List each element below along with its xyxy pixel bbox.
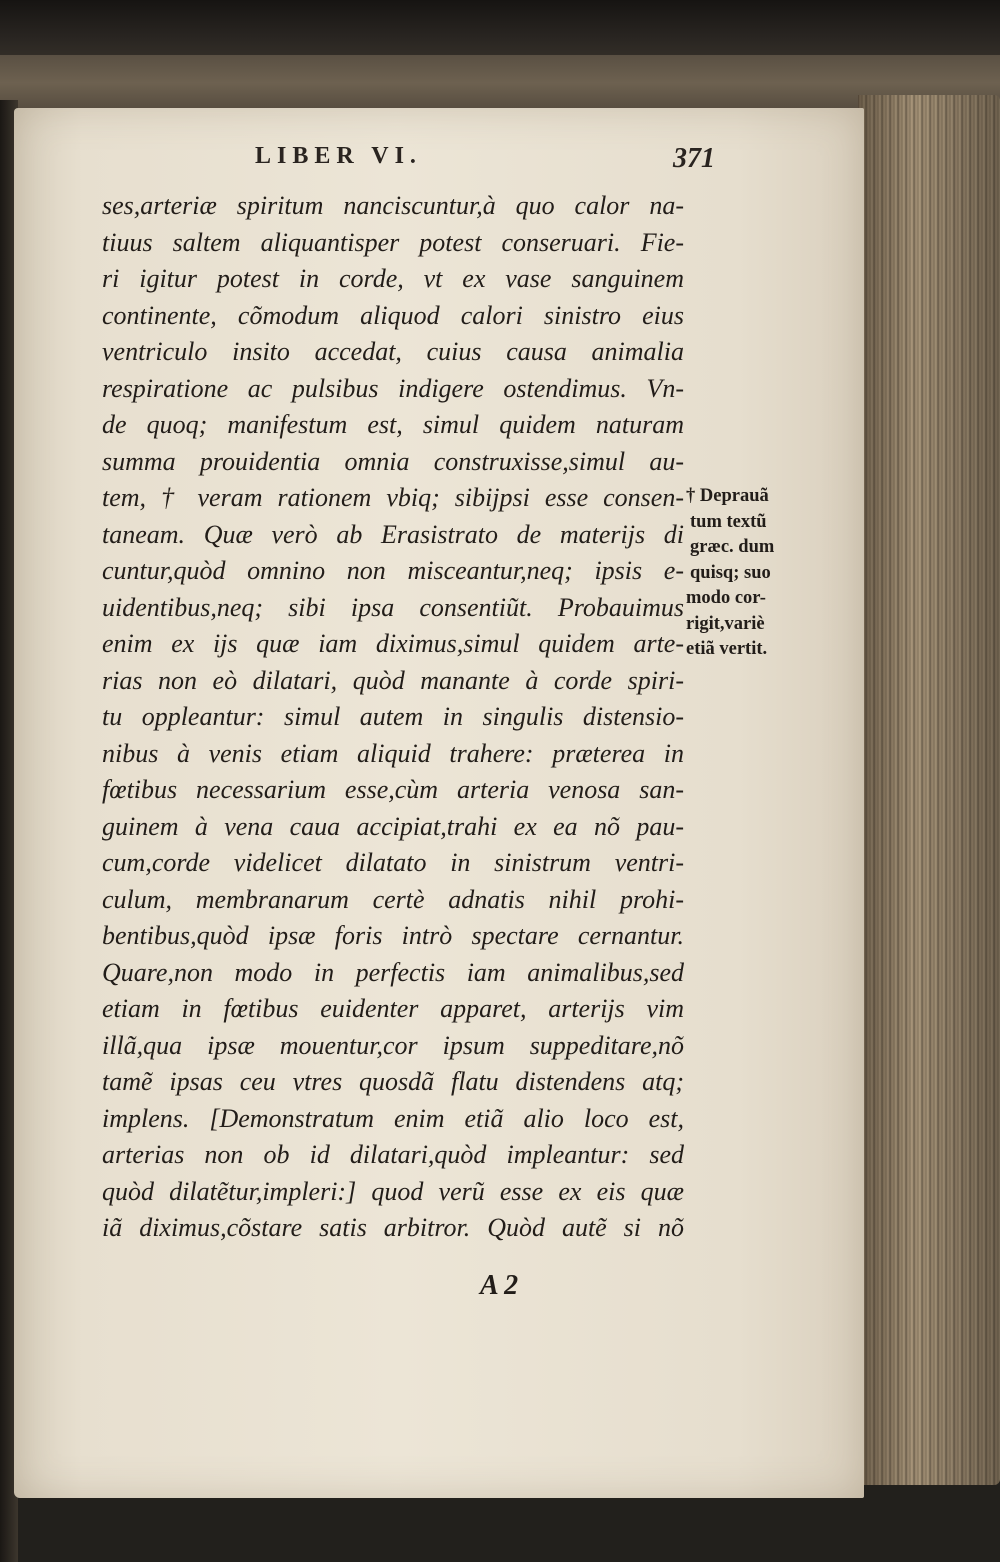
text-line: rias non eò dilatari, quòd manante à corde spiri- [102, 665, 684, 695]
text-line: enim ex ijs quæ iam diximus,simul quidem arte- [102, 629, 684, 658]
marginal-note [686, 484, 816, 663]
marginal-note-line: etiã vertit. [686, 639, 768, 659]
marginal-note-line: tum textũ [690, 511, 767, 532]
body-text [102, 188, 684, 1247]
text-line: iã diximus,cõstare satis arbitror. Quòd autẽ si nõ [102, 1213, 684, 1242]
text-line: fœtibus necessarium esse,cùm arteria venosa san- [102, 775, 684, 804]
text-line: tu oppleantur: simul autem in singulis distensio- [102, 702, 684, 731]
text-line: continente, cõmodum aliquod calori sinistro eius [102, 300, 684, 330]
text-line: ventriculo insito accedat, cuius causa animalia [102, 337, 684, 366]
text-line: summa prouidentia omnia construxisse,simul au- [102, 446, 684, 476]
text-line: uidentibus,neq; sibi ipsa consentiũt. Probauimus [102, 592, 684, 622]
text-line: cuntur,quòd omnino non misceantur,neq; ipsis e- [102, 556, 684, 585]
marginal-note-line: quisq; suo [690, 562, 771, 583]
text-line: implens. [Demonstratum enim etiã alio loco est, [102, 1103, 684, 1133]
text-line: taneam. Quæ verò ab Erasistrato de materijs di [102, 519, 684, 549]
signature-mark: A 2 [480, 1270, 519, 1301]
text-line: bentibus,quòd ipsæ foris intrò spectare cernantur. [102, 921, 684, 950]
text-line: culum, membranarum certè adnatis nihil prohi- [102, 884, 684, 914]
text-line: Quare,non modo in perfectis iam animalibus,sed [102, 957, 684, 987]
text-line: guinem à vena caua accipiat,trahi ex ea nõ pau- [102, 811, 684, 841]
running-title: LIBER VI. [255, 143, 422, 169]
text-line: cum,corde videlicet dilatato in sinistrum ventri- [102, 848, 684, 877]
text-line: illã,qua ipsæ mouentur,cor ipsum suppeditare,nõ [102, 1030, 684, 1060]
text-line: tiuus saltem aliquantisper potest conseruari. Fie- [102, 227, 684, 257]
page-edges-shadow [858, 95, 1000, 1485]
text-line: tem, † veram rationem vbiq; sibijpsi esse consen- [102, 483, 684, 512]
text-line: de quoq; manifestum est, simul quidem naturam [102, 410, 684, 439]
text-line: quòd dilatẽtur,impleri:] quod verũ esse ex eis quæ [102, 1176, 684, 1206]
marginal-note-line: † Deprauã [686, 486, 769, 506]
marginal-note-line: rigit,variè [686, 613, 765, 634]
marginal-note-line: græc. dum [690, 537, 775, 557]
text-line: ri igitur potest in corde, vt ex vase sanguinem [102, 264, 684, 293]
text-line: tamẽ ipsas ceu vtres quosdã flatu distendens atq; [102, 1067, 684, 1096]
marginal-note-line: modo cor- [686, 588, 766, 608]
page-number: 371 [673, 143, 715, 174]
text-line: arterias non ob id dilatari,quòd impleantur: sed [102, 1140, 684, 1169]
running-head [255, 143, 735, 177]
text-line: respiratione ac pulsibus indigere ostendimus. Vn- [102, 373, 684, 403]
text-line: ses,arteriæ spiritum nanciscuntur,à quo calor na- [102, 191, 684, 220]
text-line: etiam in fœtibus euidenter apparet, arterijs vim [102, 994, 684, 1023]
text-line: nibus à venis etiam aliquid trahere: præterea in [102, 738, 684, 768]
